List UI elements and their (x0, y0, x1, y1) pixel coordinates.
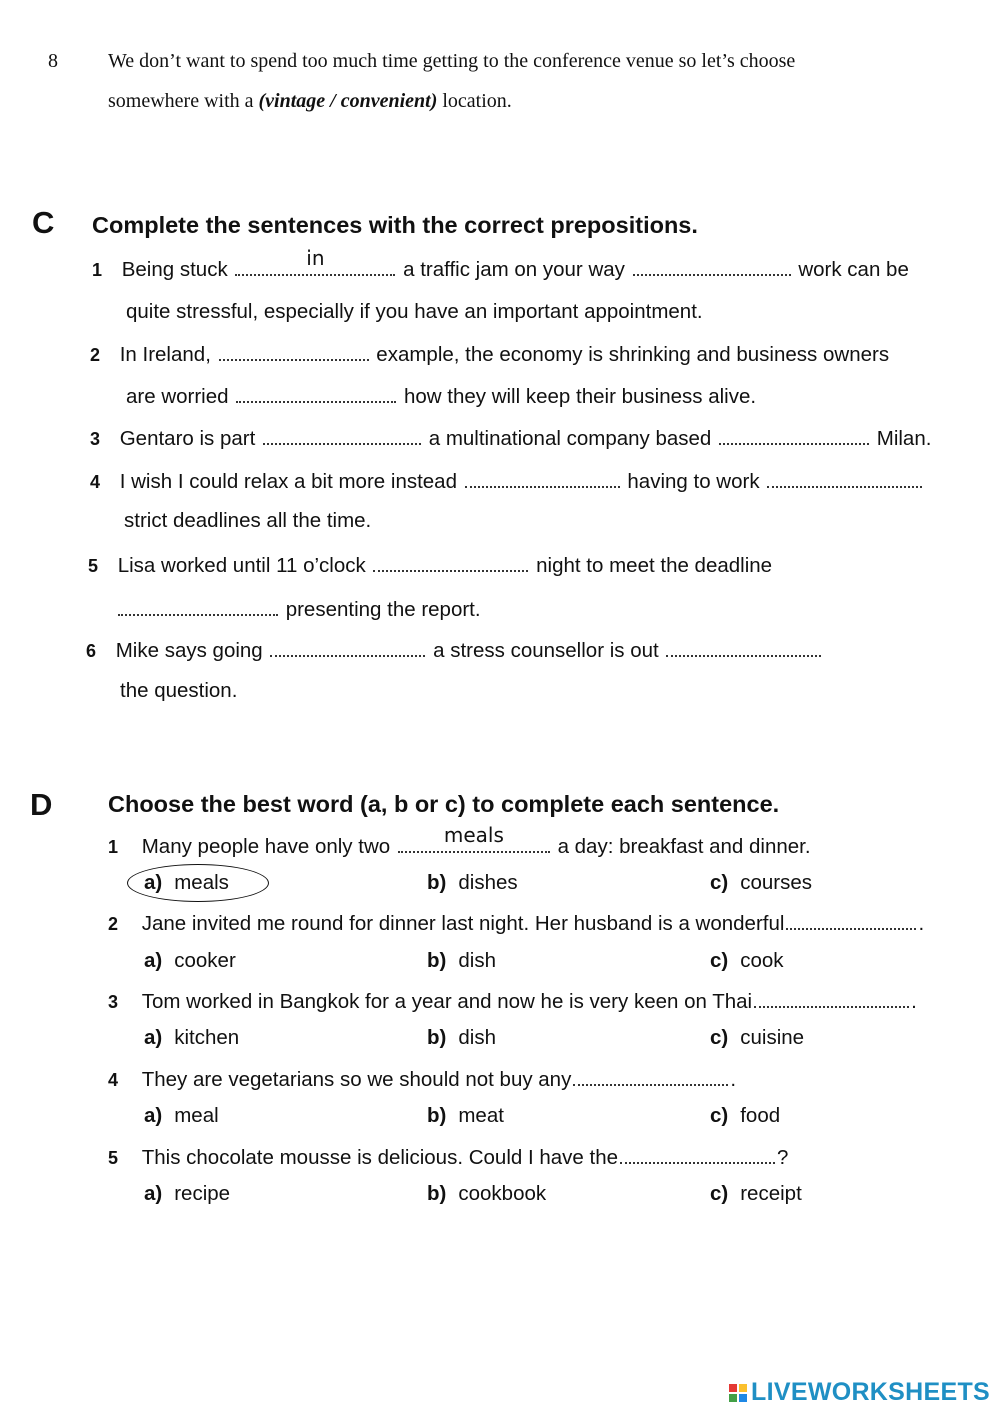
logo-square (729, 1394, 737, 1402)
item-number: 5 (108, 1148, 119, 1168)
d3-blank[interactable] (754, 988, 909, 1008)
item-number: 3 (90, 429, 101, 449)
d4-text-a: They are vegetarians so we should not buy any (141, 1068, 572, 1091)
c3-text-b: a multinational company based (428, 427, 712, 450)
d3-option-c[interactable] (710, 1026, 804, 1050)
item-number: 2 (108, 914, 119, 934)
c4-text-a: I wish I could relax a bit more instead (119, 470, 457, 493)
d2-option-a[interactable] (144, 949, 236, 973)
option-text: kitchen (174, 1026, 240, 1049)
item-number: 4 (108, 1070, 119, 1090)
option-label: a) (144, 871, 163, 894)
option-text: cookbook (458, 1182, 547, 1205)
c5-line2 (118, 596, 481, 622)
c3-blank-1[interactable] (263, 425, 421, 445)
d1-blank[interactable] (398, 823, 550, 853)
d4-option-c[interactable] (710, 1104, 780, 1128)
c6-line2: the question. (120, 679, 238, 702)
handwritten-answer: meals (443, 823, 504, 847)
option-text: cook (740, 949, 784, 972)
logo-text: LIVEWORKSHEETS (751, 1378, 990, 1406)
c4-text-b: having to work (627, 470, 760, 493)
c5-text-c: presenting the report. (285, 598, 481, 621)
d-item-1 (108, 823, 811, 859)
c2-blank-2[interactable] (236, 383, 396, 403)
option-label: a) (144, 949, 163, 972)
c2-text-b: example, the economy is shrinking and business owners (376, 343, 890, 366)
item-number: 1 (92, 260, 103, 280)
sentence-8-line1: We don’t want to spend too much time getting to the conference venue so let’s choose (108, 50, 796, 72)
d4-blank[interactable] (573, 1066, 728, 1086)
section-c-heading: Complete the sentences with the correct prepositions. (92, 212, 698, 238)
c1-blank-2[interactable] (633, 256, 791, 276)
item-number: 2 (90, 345, 101, 365)
c6-blank-1[interactable] (270, 637, 425, 657)
d1-option-c[interactable] (710, 871, 812, 895)
d-item-3 (108, 988, 917, 1014)
c-item-3 (90, 425, 931, 451)
d3-text-a: Tom worked in Bangkok for a year and now he is very keen on Thai (141, 990, 753, 1013)
d5-option-b[interactable] (427, 1182, 546, 1206)
option-text: meals (174, 871, 229, 894)
c5-blank-2[interactable] (118, 596, 278, 616)
option-label: c) (710, 871, 729, 894)
option-label: b) (427, 949, 447, 972)
option-label: c) (710, 949, 729, 972)
d2-text-a: Jane invited me round for dinner last night. Her husband is a wonderful (141, 912, 785, 935)
d1-text-a: Many people have only two (141, 835, 391, 858)
sentence-8-line2 (108, 90, 512, 113)
c5-text-b: night to meet the deadline (536, 554, 773, 577)
d5-option-a[interactable] (144, 1182, 230, 1206)
option-label: b) (427, 871, 447, 894)
c5-text-a: Lisa worked until 11 o’clock (117, 554, 366, 577)
d-item-5 (108, 1144, 788, 1170)
c5-blank-1[interactable] (373, 552, 528, 572)
item-number: 8 (48, 50, 58, 72)
option-text: food (740, 1104, 781, 1127)
c1-text-a: Being stuck (121, 258, 228, 281)
d-item-4 (108, 1066, 736, 1092)
c4-blank-1[interactable] (465, 468, 620, 488)
d3-option-a[interactable] (144, 1026, 239, 1050)
c2-line2 (126, 383, 756, 409)
c3-blank-2[interactable] (719, 425, 869, 445)
option-label: c) (710, 1182, 729, 1205)
option-label: a) (144, 1104, 163, 1127)
option-label: a) (144, 1182, 163, 1205)
d-item-2 (108, 910, 924, 936)
d5-text-b: ? (777, 1146, 789, 1169)
c1-text-b: a traffic jam on your way (403, 258, 625, 281)
d2-text-b: . (918, 912, 925, 935)
section-d-letter: D (30, 787, 53, 822)
c6-text-b: a stress counsellor is out (433, 639, 659, 662)
c-item-5 (88, 552, 772, 578)
item-number: 3 (108, 992, 119, 1012)
sentence-8-text: somewhere with a (108, 90, 259, 112)
option-text: meal (174, 1104, 219, 1127)
c4-line2: strict deadlines all the time. (124, 509, 372, 532)
c2-text-c: are worried (126, 385, 229, 408)
c4-blank-2[interactable] (767, 468, 922, 488)
section-d-heading: Choose the best word (a, b or c) to complete each sentence. (108, 791, 780, 817)
d2-option-c[interactable] (710, 949, 784, 973)
c-item-6 (86, 637, 823, 663)
d5-blank[interactable] (620, 1144, 775, 1164)
d2-blank[interactable] (786, 910, 916, 930)
c1-text-c: work can be (798, 258, 909, 281)
d4-text-b: . (730, 1068, 737, 1091)
liveworksheets-logo (729, 1378, 990, 1407)
section-c-letter: C (32, 205, 55, 240)
option-label: a) (144, 1026, 163, 1049)
sentence-8-end: location. (437, 90, 512, 112)
c1-line2: quite stressful, especially if you have an important appointment. (126, 300, 703, 323)
logo-square (739, 1384, 747, 1392)
item-number: 6 (86, 641, 97, 661)
option-text: meat (458, 1104, 504, 1127)
c-item-4 (90, 468, 924, 494)
option-text: receipt (740, 1182, 802, 1205)
c-item-1 (92, 246, 909, 282)
option-text: cuisine (740, 1026, 805, 1049)
d4-option-a[interactable] (144, 1104, 219, 1128)
option-text: cooker (174, 949, 236, 972)
option-text: dish (458, 1026, 496, 1049)
d5-text-a: This chocolate mousse is delicious. Could I have the (141, 1146, 619, 1169)
logo-square (729, 1384, 737, 1392)
logo-squares-icon (729, 1384, 747, 1402)
option-label: c) (710, 1026, 729, 1049)
d1-option-b[interactable] (427, 871, 518, 895)
handwritten-answer: in (306, 246, 325, 270)
item-number: 1 (108, 837, 119, 857)
d5-option-c[interactable] (710, 1182, 802, 1206)
d3-text-b: . (911, 990, 917, 1013)
item-number: 5 (88, 556, 99, 576)
d2-option-b[interactable] (427, 949, 496, 973)
d1-option-a[interactable] (144, 871, 229, 895)
c2-text-a: In Ireland, (119, 343, 211, 366)
option-label: b) (427, 1026, 447, 1049)
choice-options[interactable]: (vintage / convenient) (258, 90, 438, 112)
option-text: dishes (458, 871, 518, 894)
c2-text-d: how they will keep their business alive. (403, 385, 757, 408)
d1-text-b: a day: breakfast and dinner. (557, 835, 811, 858)
option-text: dish (458, 949, 496, 972)
option-label: b) (427, 1182, 447, 1205)
c2-blank-1[interactable] (219, 341, 369, 361)
c6-blank-2[interactable] (666, 637, 821, 657)
item-number: 4 (90, 472, 101, 492)
d4-option-b[interactable] (427, 1104, 504, 1128)
option-text: recipe (174, 1182, 231, 1205)
option-label: c) (710, 1104, 729, 1127)
c3-text-c: Milan. (876, 427, 932, 450)
option-text: courses (740, 871, 813, 894)
c3-text-a: Gentaro is part (119, 427, 256, 450)
logo-square (739, 1394, 747, 1402)
c6-text-a: Mike says going (115, 639, 263, 662)
c1-blank-1[interactable] (235, 246, 395, 276)
option-label: b) (427, 1104, 447, 1127)
c-item-2 (90, 341, 889, 367)
d3-option-b[interactable] (427, 1026, 496, 1050)
